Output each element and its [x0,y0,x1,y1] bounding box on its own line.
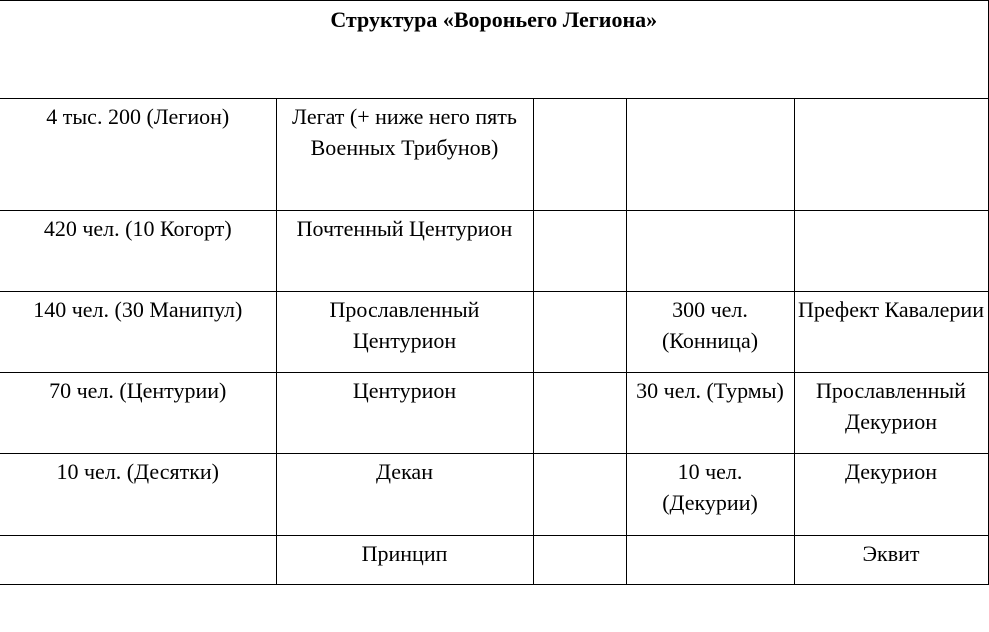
cavalry-commander-cell: Эквит [794,536,988,585]
table-row [0,99,988,211]
infantry-commander-cell: Прославленный Центурион [276,292,533,373]
infantry-commander-cell: Декан [276,454,533,536]
cavalry-size-cell: 30 чел. (Турмы) [626,373,794,454]
cavalry-commander-cell: Прославленный Декурион [794,373,988,454]
infantry-size-cell: 70 чел. (Центурии) [0,373,276,454]
table-row [0,454,988,536]
empty-cell [533,292,626,373]
infantry-commander-cell: Принцип [276,536,533,585]
cavalry-size-cell: 300 чел. (Конница) [626,292,794,373]
table-row [0,211,988,292]
table-row [0,373,988,454]
infantry-size-cell: 140 чел. (30 Манипул) [0,292,276,373]
cavalry-commander-cell: Декурион [794,454,988,536]
empty-cell [533,454,626,536]
infantry-commander-cell: Легат (+ ниже него пять Военных Трибунов) [276,99,533,211]
cavalry-size-cell [626,211,794,292]
cavalry-commander-cell: Префект Кавалерии [794,292,988,373]
table-title: Структура «Вороньего Легиона» [0,1,988,99]
cavalry-commander-cell [794,211,988,292]
infantry-size-cell: 4 тыс. 200 (Легион) [0,99,276,211]
infantry-size-cell: 420 чел. (10 Когорт) [0,211,276,292]
infantry-size-cell [0,536,276,585]
empty-cell [533,99,626,211]
table-title-row [0,1,988,99]
infantry-commander-cell: Почтенный Центурион [276,211,533,292]
empty-cell [533,211,626,292]
empty-cell [533,373,626,454]
cavalry-commander-cell [794,99,988,211]
table-row [0,536,988,585]
empty-cell [533,536,626,585]
table-row [0,292,988,373]
cavalry-size-cell [626,536,794,585]
infantry-size-cell: 10 чел. (Десятки) [0,454,276,536]
infantry-commander-cell: Центурион [276,373,533,454]
cavalry-size-cell [626,99,794,211]
cavalry-size-cell: 10 чел. (Декурии) [626,454,794,536]
